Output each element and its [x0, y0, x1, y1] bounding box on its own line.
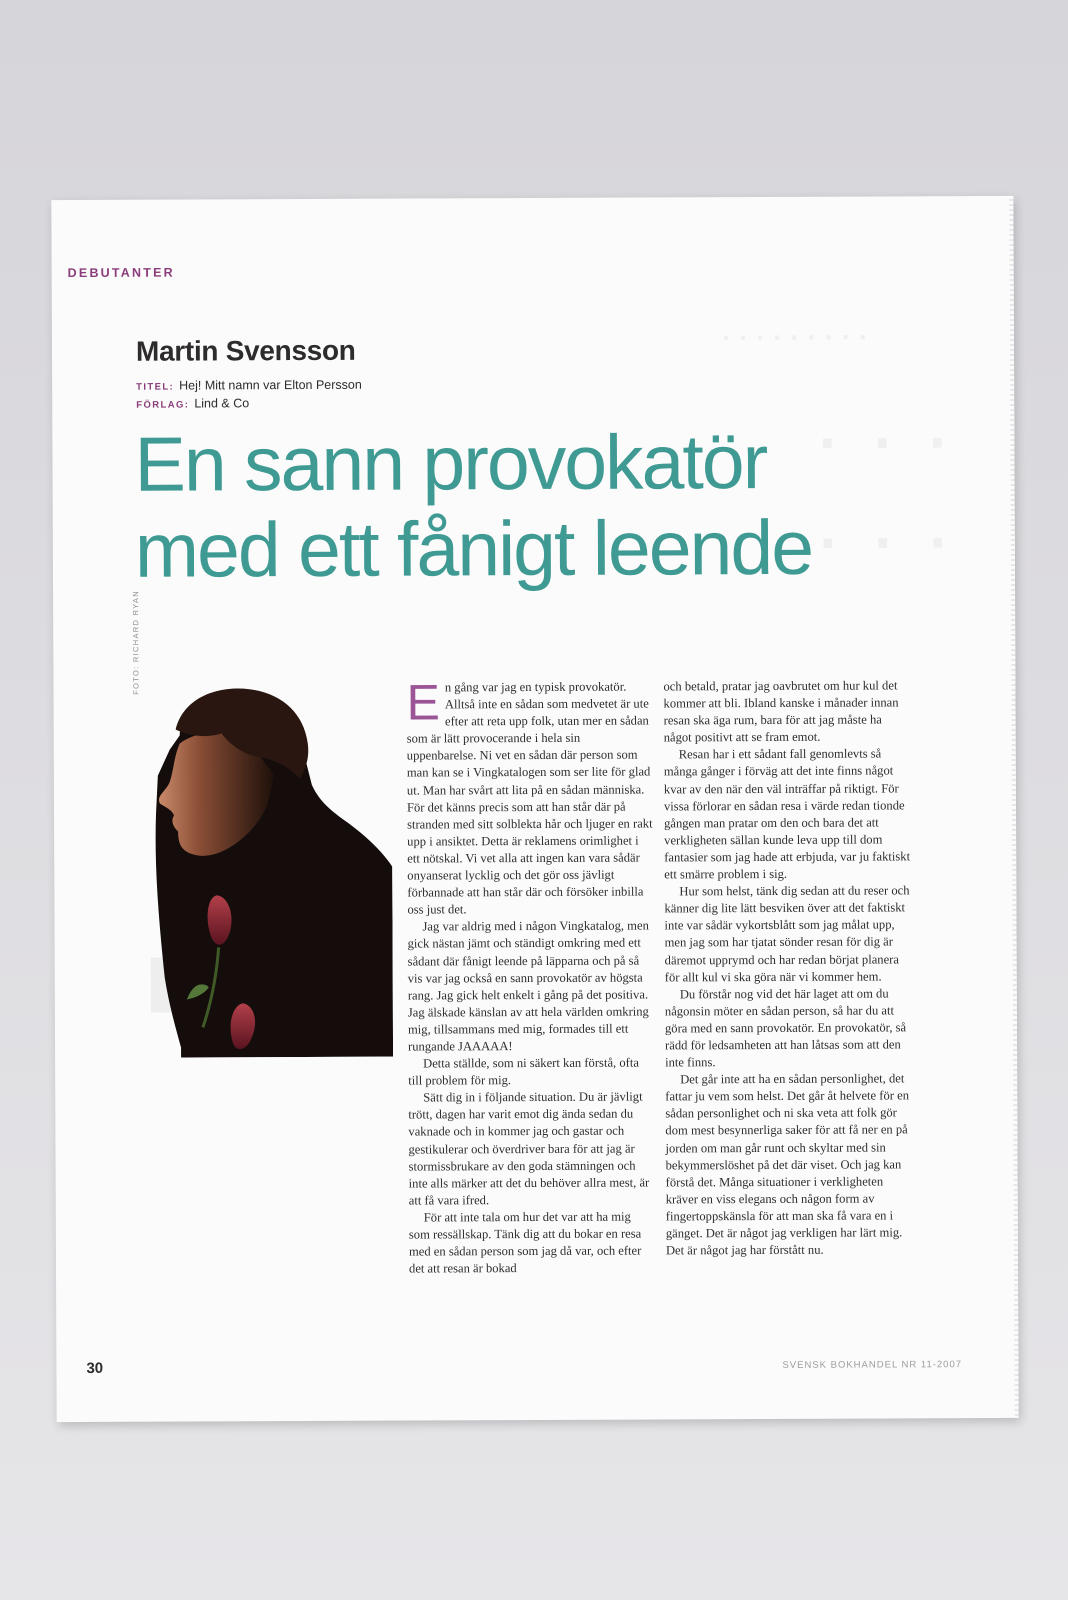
headline-line-1: En sann provokatör [134, 418, 767, 508]
title-label: TITEL: [136, 381, 175, 393]
paragraph: Resan har i ett sådant fall genomlevts så många gånger i förväg att det inte finns något kvar av den när den väl inträffar på riktigt. För vissa förlorar en sådan resa i värde redan tionde gången man pratar om den och bara det att verkligheten sällan kunde leva upp till dom fantasier som jag hade att erbjuda, var ju faktiskt ett smärre problem i sig. [663, 746, 911, 882]
photo-credit: FOTO: RICHARD RYAN [131, 590, 141, 695]
author-portrait-photo [149, 685, 393, 1058]
paragraph: Jag var aldrig med i någon Vingkatalog, men gick nästan jämt och ständigt omkring med ett sådant där fånigt leende på läpparna och på så vis var jag också en sann provokatör av högsta rang. Jag gick helt enkelt i gång på det positiva. Jag älskade känslan av att hela världen omkring mig, tillsammans med mig, formades till ett rungande JAAAAA! [407, 918, 649, 1054]
paragraph: Det går inte att ha en sådan personlighet, det fattar ju vem som helst. Det går åt helvete för en sådan personlighet och ni ska veta att folk gör dom mest besynnerliga saker för att få ner en på jorden om man går runt och skyltar med sin bekymmerslöshet på det där viset. Och jag kan förstå det. Många situationer i verkligheten kräver en viss elegans och någon form av fingertoppskänsla för att man ska få vara en i gänget. Det är något jag verkligen har lärt mig. Det är något jag har förstått nu. [665, 1071, 910, 1258]
author-name: Martin Svensson [135, 334, 356, 367]
page-number: 30 [86, 1359, 104, 1377]
title-value: Hej! Mitt namn var Elton Persson [179, 377, 362, 393]
section-label: DEBUTANTER [67, 265, 175, 281]
paragraph: En gång var jag en typisk provokatör. Alltså inte en sådan som medvetet är ute efter att reta upp folk, utan mer en sådan som är lätt provocerande i hela sin uppenbarelse. Ni vet en sådan där person som man kan se i Vingkatalogen som ser lite för glad ut. Man har svårt att lita på en sådan människa. För det känns precis som att han står där på stranden med sitt solblekta hår och ljuger en rakt upp i ansiktet. Detta är reklamens orimlighet i ett nötskal. Vi vet alla att ingen kan vara sådär onyanserat lycklig och det gör oss jävligt förbannade att han står där och försöker inbilla oss just det. [406, 674, 653, 917]
paragraph: Sätt dig in i följande situation. Du är jävligt trött, dagen har varit emot dig ända sedan du vaknade och in kommer jag och gastar och gestikulerar och överdriver bara för att jag är stormissbrukare av den goda stämningen och inte alls märker att det du behöver allra mest, är att få vara ifred. [408, 1089, 650, 1208]
headline-line-2: med ett fånigt leende [134, 504, 813, 594]
publisher-label: FÖRLAG: [136, 399, 190, 411]
article-column-2 [663, 677, 912, 1259]
show-through-text [722, 322, 868, 355]
book-title-line [136, 378, 362, 393]
paragraph: Hur som helst, tänk dig sedan att du reser och känner dig lite lätt besviken över att det faktiskt inte var sådär vykortsblått som jag målat upp, men jag som har tjatat sönder resan för dig är däremot upprymd och har redan börjat planera för allt kul vi ska göra när vi kommer hem. [664, 883, 910, 985]
publisher-line [136, 396, 249, 410]
paragraph: Du förstår nog vid det här laget att om du någonsin möter en sådan person, så har du att göra med en sann provokatör. En provokatör, så rädd för ledsamheten att han låtsas som att den inte finns. [664, 986, 907, 1070]
paragraph: Detta ställde, som ni säkert kan förstå, ofta till problem för mig. [408, 1055, 639, 1088]
headline [134, 419, 812, 594]
paragraph: För att inte tala om hur det var att ha mig som ressällskap. Tänk dig att du bokar en resa med en sådan person som jag då var, och efter det att resan är bokad [408, 1209, 642, 1276]
show-through-text [812, 386, 952, 490]
paragraph: och betald, pratar jag oavbrutet om hur kul det kommer att bli. Ibland kanske i månader innan resan ska äga rum, bara för att jag måste ha något positivt att se fram emot. [663, 678, 899, 745]
publisher-value: Lind & Co [194, 396, 250, 411]
drop-cap: E [406, 674, 441, 731]
article-column-1 [406, 674, 655, 1277]
portrait-illustration [149, 685, 393, 1058]
show-through-text [813, 486, 953, 590]
publication-footer: SVENSK BOKHANDEL NR 11-2007 [782, 1359, 963, 1371]
magazine-page [51, 196, 1018, 1422]
